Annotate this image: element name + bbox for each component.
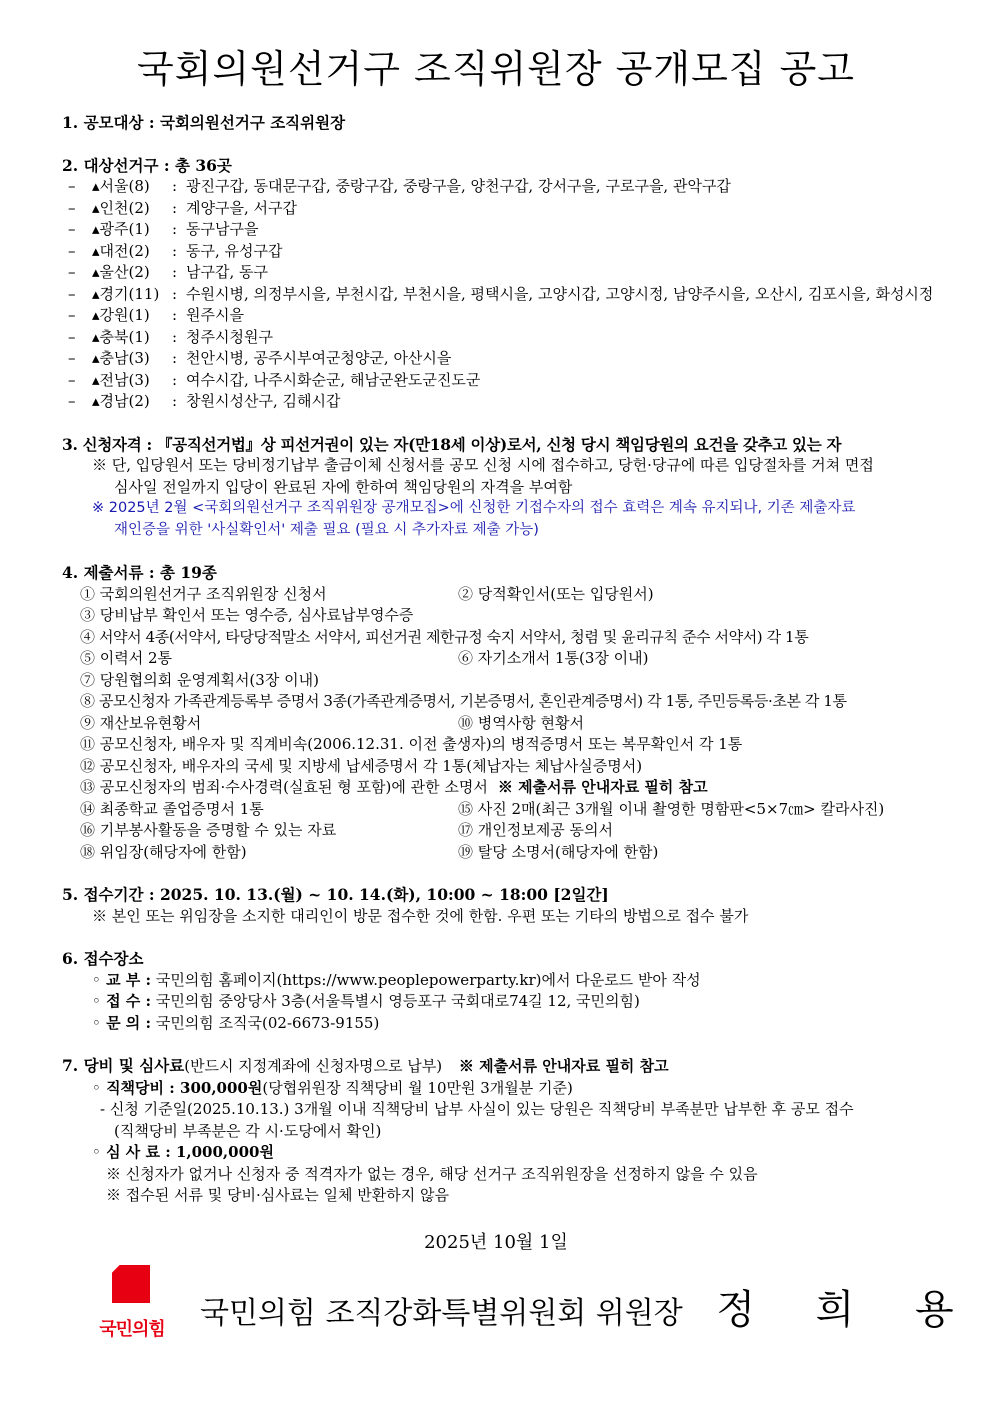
district-names: 동구남구을 [186, 220, 259, 238]
document-item: ⑧ 공모신청자 가족관계등록부 증명서 3종(가족관계증명서, 기본증명서, 혼인관계증명서) 각 1통, 주민등록등·초본 각 1통 [80, 692, 847, 710]
section-7-note: ※ 제출서류 안내자료 필히 참고 [458, 1057, 669, 1075]
document-row [80, 777, 952, 799]
fee-note-1: ※ 신청자가 없거나 신청자 중 적격자가 없는 경우, 해당 선거구 조직위원장을 선정하지 않을 수 있음 [106, 1164, 758, 1183]
document-row [80, 734, 952, 756]
document-row [80, 756, 952, 778]
district-colon: : [172, 263, 178, 281]
document-item: ⑥ 자기소개서 1통(3장 이내) [458, 649, 649, 667]
district-colon: : [172, 284, 178, 303]
district-colon: : [172, 392, 178, 410]
fee-detail: (당협위원장 직책당비 월 10만원 3개월분 기준) [262, 1078, 573, 1097]
list-dash: – [68, 241, 76, 260]
district-names: 천안시병, 공주시부여군청양군, 아산시을 [186, 349, 452, 367]
section-7-heading [62, 1055, 952, 1078]
exam-fee: ◦ 심 사 료 : 1,000,000원 [92, 1143, 274, 1161]
district-colon: : [172, 327, 178, 346]
section-3-heading: 3. 신청자격 : 『공직선거법』상 피선거권이 있는 자(만18세 이상)로서, 신청 당시 책임당원의 요건을 갖추고 있는 자 [62, 434, 842, 454]
party-logo-text: 국민의힘 [99, 1319, 165, 1340]
document-item: ⑲ 탈당 소명서(해당자에 한함) [458, 842, 659, 861]
district-region: ▴전남(3) [92, 370, 150, 389]
page-title: 국회의원선거구 조직위원장 공개모집 공고 [137, 47, 855, 91]
document-item: ③ 당비납부 확인서 또는 영수증, 심사료납부영수증 [80, 606, 414, 624]
district-colon: : [172, 306, 178, 324]
eligibility-note-1: ※ 단, 입당원서 또는 당비정기납부 출금이체 신청서를 공모 신청 시에 접수하고, 당헌·당규에 따른 입당절차를 거쳐 면접 [92, 456, 874, 474]
list-dash: – [68, 392, 76, 410]
district-colon: : [172, 349, 178, 367]
document-item: ⑮ 사진 2매(최근 3개월 이내 촬영한 명함판<5×7㎝> 칼라사진) [458, 799, 885, 818]
party-logo-mark [112, 1265, 150, 1303]
document-item: ⑬ 공모신청자의 범죄·수사경력(실효된 형 포함)에 관한 소명서 [80, 778, 488, 796]
document-row [80, 691, 952, 713]
list-dash: – [68, 263, 76, 281]
place-row [62, 970, 952, 992]
district-region: ▴경남(2) [92, 392, 150, 410]
notice-body [62, 112, 952, 1207]
district-colon: : [172, 220, 178, 238]
document-row [80, 820, 952, 842]
list-dash: – [68, 177, 76, 195]
document-item: ① 국회의원선거구 조직위원장 신청서 [80, 584, 327, 603]
place-text: 국민의힘 중앙당사 3층(서울특별시 영등포구 국회대로74길 12, 국민의힘) [155, 992, 640, 1010]
district-region: ▴경기(11) [92, 284, 160, 303]
district-names: 청주시청원구 [186, 327, 273, 346]
list-dash: – [68, 198, 76, 217]
district-row [62, 327, 952, 349]
document-item: ⑱ 위임장(해당자에 한함) [80, 842, 247, 861]
district-names: 계양구을, 서구갑 [186, 198, 297, 217]
district-names: 동구, 유성구갑 [186, 241, 283, 260]
document-item: ⑫ 공모신청자, 배우자의 국세 및 지방세 납세증명서 각 1통(체납자는 체납사실증명서) [80, 756, 643, 775]
section-2-heading: 2. 대상선거구 : 총 36곳 [62, 155, 232, 175]
district-row [62, 262, 952, 284]
district-names: 남구갑, 동구 [186, 263, 268, 281]
list-dash: – [68, 306, 76, 324]
district-list [62, 176, 952, 413]
district-row [62, 370, 952, 392]
district-colon: : [172, 177, 178, 195]
document-row [80, 584, 952, 606]
signature-name: 정 희 용 [716, 1287, 978, 1333]
document-item: ⑩ 병역사항 현황서 [458, 713, 584, 732]
district-colon: : [172, 241, 178, 260]
section-1-heading: 1. 공모대상 : 국회의원선거구 조직위원장 [62, 113, 346, 132]
fee-note-2: ※ 접수된 서류 및 당비·심사료는 일체 반환하지 않음 [106, 1186, 449, 1204]
district-region: ▴울산(2) [92, 263, 150, 281]
document-row [80, 842, 952, 864]
district-row [62, 198, 952, 220]
district-region: ▴충남(3) [92, 349, 150, 367]
district-row [62, 176, 952, 198]
district-row [62, 241, 952, 263]
document-row [80, 713, 952, 735]
document-row [80, 648, 952, 670]
document-list [62, 584, 952, 864]
document-item: ⑦ 당원협의회 운영계획서(3장 이내) [80, 670, 319, 689]
section-5-heading: 5. 접수기간 : 2025. 10. 13.(월) ~ 10. 14.(화), 10:00 ~ 18:00 [2일간] [62, 885, 609, 904]
district-names: 수원시병, 의정부시을, 부천시갑, 부천시을, 평택시을, 고양시갑, 고양시정, 남양주시을, 오산시, 김포시을, 화성시정 [186, 284, 934, 303]
document-item: ⑨ 재산보유현황서 [80, 713, 202, 732]
district-colon: : [172, 370, 178, 389]
period-note: ※ 본인 또는 위임장을 소지한 대리인이 방문 접수한 것에 한함. 우편 또는 기타의 방법으로 접수 불가 [92, 906, 749, 925]
section-4-heading: 4. 제출서류 : 총 19종 [62, 563, 217, 582]
document-item: ⑰ 개인정보제공 동의서 [458, 821, 613, 839]
signature-org: 국민의힘 조직강화특별위원회 위원장 [200, 1296, 683, 1331]
section-7-title: 7. 당비 및 심사료 [62, 1056, 185, 1075]
district-colon: : [172, 198, 178, 217]
district-row [62, 219, 952, 241]
fee-line [62, 1078, 952, 1100]
district-region: ▴충북(1) [92, 327, 150, 346]
fee-sub-note-cont: (직책당비 부족분은 각 시·도당에서 확인) [114, 1121, 382, 1140]
district-row [62, 391, 952, 413]
document-row [80, 605, 952, 627]
document-row [80, 799, 952, 821]
section-6-heading: 6. 접수장소 [62, 949, 144, 968]
district-names: 창원시성산구, 김해시갑 [186, 392, 341, 410]
list-dash: – [68, 220, 76, 238]
list-dash: – [68, 284, 76, 303]
district-region: ▴서울(8) [92, 177, 150, 195]
document-row [80, 670, 952, 692]
district-region: ▴인천(2) [92, 198, 150, 217]
district-names: 여수시갑, 나주시화순군, 해남군완도군진도군 [186, 370, 481, 389]
district-region: ▴대전(2) [92, 241, 150, 260]
document-item: ⑭ 최종학교 졸업증명서 1통 [80, 799, 264, 818]
document-item: ⑪ 공모신청자, 배우자 및 직계비속(2006.12.31. 이전 출생자)의 병적증명서 또는 복무확인서 각 1통 [80, 735, 743, 753]
district-names: 원주시을 [186, 306, 244, 324]
district-row [62, 348, 952, 370]
district-names: 광진구갑, 동대문구갑, 중랑구갑, 중랑구을, 양천구갑, 강서구을, 구로구을, 관악구갑 [186, 177, 731, 195]
place-label: ◦ 접 수 : [92, 992, 152, 1010]
eligibility-note-2-cont: 재인증을 위한 '사실확인서' 제출 필요 (필요 시 추가자료 제출 가능) [114, 521, 539, 538]
place-label: ◦ 교 부 : [92, 970, 152, 989]
list-dash: – [68, 370, 76, 389]
document-item: ② 당적확인서(또는 입당원서) [458, 584, 654, 603]
place-text: 국민의힘 조직국(02-6673-9155) [155, 1013, 380, 1032]
fee-sub-note: - 신청 기준일(2025.10.13.) 3개월 이내 직책당비 납부 사실이 있는 당원은 직책당비 부족분만 납부한 후 공모 접수 [100, 1100, 854, 1118]
list-dash: – [68, 327, 76, 346]
place-label: ◦ 문 의 : [92, 1013, 152, 1032]
section-7-paren: (반드시 지정계좌에 신청자명으로 납부) [184, 1057, 443, 1075]
district-row [62, 305, 952, 327]
document-row [80, 627, 952, 649]
eligibility-note-1-cont: 심사일 전일까지 입당이 완료된 자에 한하여 책임당원의 자격을 부여함 [114, 477, 573, 496]
place-row [62, 1013, 952, 1035]
document-item: ⑤ 이력서 2통 [80, 649, 173, 667]
document-item: ⑯ 기부봉사활동을 증명할 수 있는 자료 [80, 821, 337, 839]
document-item: ④ 서약서 4종(서약서, 타당당적말소 서약서, 피선거권 제한규정 숙지 서약서, 청렴 및 윤리규칙 준수 서약서) 각 1통 [80, 627, 809, 646]
district-region: ▴광주(1) [92, 220, 150, 238]
district-region: ▴강원(1) [92, 306, 150, 324]
eligibility-note-2: ※ 2025년 2월 <국회의원선거구 조직위원장 공개모집>에 신청한 기접수자의 접수 효력은 계속 유지되나, 기존 제출자료 [92, 500, 856, 516]
place-list [62, 970, 952, 1035]
notice-date: 2025년 10월 1일 [424, 1232, 568, 1253]
place-text: 국민의힘 홈페이지(https://www.peoplepowerparty.kr)에서 다운로드 받아 작성 [155, 970, 701, 989]
list-dash: – [68, 349, 76, 367]
document-note: ※ 제출서류 안내자료 필히 참고 [497, 778, 708, 796]
district-row [62, 284, 952, 306]
party-logo [84, 1265, 180, 1345]
signature-line [200, 1278, 978, 1335]
place-row [62, 991, 952, 1013]
fee-label: ◦ 직책당비 : 300,000원 [92, 1078, 263, 1097]
